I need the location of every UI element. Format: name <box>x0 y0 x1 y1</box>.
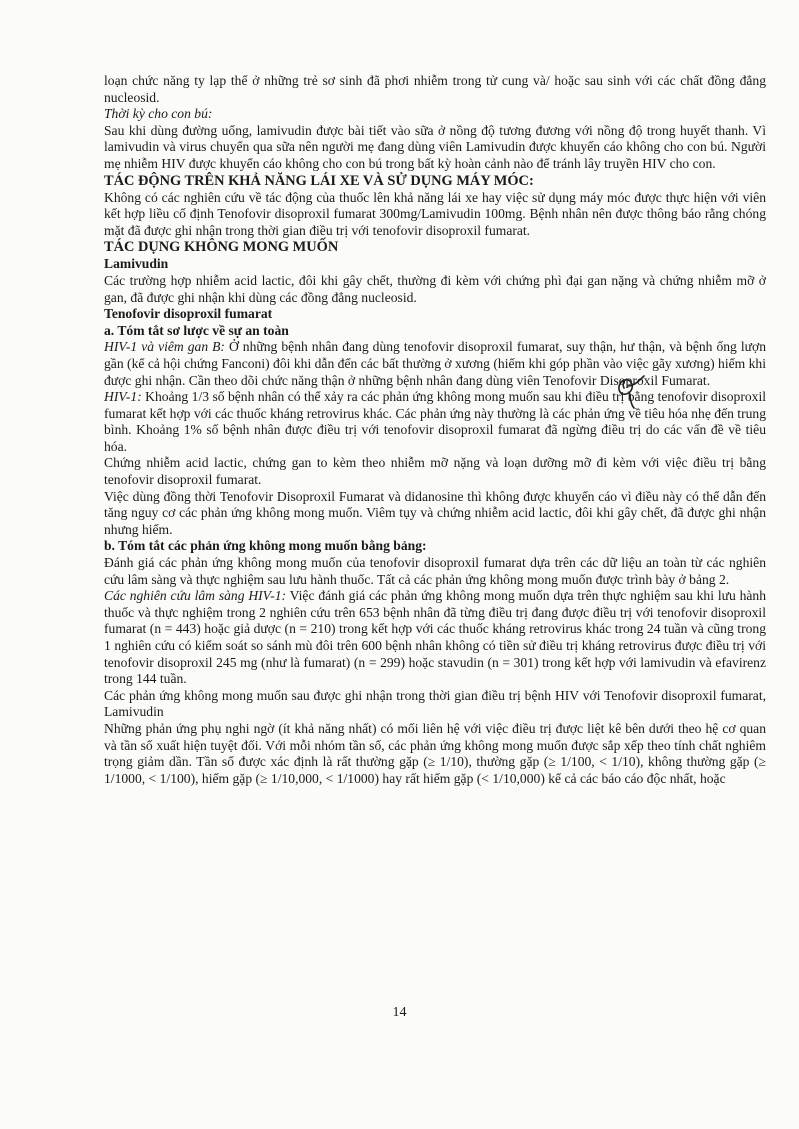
para-12: Chứng nhiễm acid lactic, chứng gan to kèm theo nhiễm mỡ nặng và loạn dưỡng mỡ đi kèm với việc điều trị bằng tenofovir disoproxil fumarat. <box>104 455 766 488</box>
inline-label-hiv-hepb: HIV-1 và viêm gan B: <box>104 339 225 355</box>
page-number: 14 <box>392 1005 407 1020</box>
para-11-text: Khoảng 1/3 số bệnh nhân có thể xảy ra các phản ứng không mong muốn sau khi điều trị bằng tenofovir disoproxil fumarat kết hợp với các thuốc kháng retrovirus khác. Các phản ứng này thường là các phản ứng về tiêu hóa nhẹ đến trung bình. Khoảng 1% số bệnh nhân được điều trị với tenofovir disoproxil fumarat đã ngừng điều trị do các vấn đề về tiêu hóa. <box>104 389 766 454</box>
subheading-lamivudin: Lamivudin <box>104 256 169 272</box>
para-4: Không có các nghiên cứu về tác động của thuốc lên khả năng lái xe hay việc sử dụng máy móc được thực hiện với viên kết hợp liều cố định Tenofovir disoproxil fumarat 300mg/Lamivudin 100mg. Bệnh nhân nên được thông báo rằng chóng mặt đã được ghi nhận trong thời gian điều trị với tenofovir disoproxil fumarat. <box>104 189 766 238</box>
para-2: Sau khi dùng đường uống, lamivudin được bài tiết vào sữa ở nồng độ tương đương với nồng độ trong huyết thanh. Vì lamivudin và virus chuyển qua sữa nên người mẹ đang dùng viên Lamivudin được khuyến cáo không cho con bú. Người mẹ nhiễm HIV được khuyến cáo không cho con bú trong bất kỳ hoàn cảnh nào để tránh lây truyền HIV cho con. <box>104 122 766 171</box>
subheading-table-summary: b. Tóm tắt các phản ứng không mong muốn bằng bảng: <box>104 538 427 554</box>
inline-label-clinical-studies: Các nghiên cứu lâm sàng HIV-1: <box>104 588 287 604</box>
subheading-safety-summary: a. Tóm tắt sơ lược về sự an toàn <box>104 322 289 338</box>
para-18: Những phản ứng phụ nghi ngờ (ít khả năng nhất) có mối liên hệ với việc điều trị được liệt kê bên dưới theo hệ cơ quan và tần số xuất hiện tuyệt đối. Với mỗi nhóm tần số, các phản ứng không mong muốn được sắp xếp theo tính chất nghiêm trọng giảm dần. Tần số được xác định là rất thường gặp (≥ 1/10), thường gặp (≥ 1/100, < 1/10), không thường gặp (≥ 1/1000, < 1/100), hiếm gặp (≥ 1/10,000, < 1/1000) hay rất hiếm gặp (< 1/10,000) kể cả các báo cáo độc nhất, hoặc <box>104 720 766 786</box>
para-16 <box>104 588 766 688</box>
inline-label-hiv1: HIV-1: <box>104 389 142 405</box>
para-0: loạn chức năng ty lạp thể ở những trẻ sơ sinh đã phơi nhiễm trong tử cung và/ hoặc sau sinh với các chất đồng đẳng nucleosid. <box>104 73 766 105</box>
para-10 <box>104 339 766 389</box>
heading-adverse-effects: TÁC DỤNG KHÔNG MONG MUỐN <box>104 239 339 256</box>
para-13: Việc dùng đồng thời Tenofovir Disoproxil Fumarat và didanosine thì không được khuyến cáo vì điều này có thể dẫn đến tăng nguy cơ các phản ứng không mong muốn. Viêm tụy và chứng nhiễm acid lactic, đôi khi gây chết, đã được ghi nhận nhưng hiếm. <box>104 488 766 537</box>
para-17: Các phản ứng không mong muốn sau được ghi nhận trong thời gian điều trị bệnh HIV với Tenofovir disoproxil fumarat, Lamivudin <box>104 687 766 720</box>
subheading-tenofovir: Tenofovir disoproxil fumarat <box>104 306 273 322</box>
para-15: Đánh giá các phản ứng không mong muốn của tenofovir disoproxil fumarat dựa trên các dữ liệu an toàn từ các nghiên cứu lâm sàng và thực nghiệm sau lưu hành thuốc. Tất cả các phản ứng không mong muốn được trình bày ở bảng 2. <box>104 555 766 587</box>
para-11 <box>104 389 766 455</box>
para-16-text: Việc đánh giá các phản ứng không mong muốn dựa trên thực nghiệm sau khi lưu hành thuốc và thực nghiệm trong 2 nghiên cứu trên 653 bệnh nhân đã từng điều trị đang được điều trị với tenofovir disoproxil fumarat (n = 443) hoặc giả dược (n = 210) trong kết hợp với các thuốc kháng retrovirus khác trong 24 tuần và cũng trong 1 nghiên cứu có kiểm soát so sánh mù đôi trên 600 bệnh nhân không có tiền sử điều trị kháng retrovirus được điều trị với tenofovir disoproxil 245 mg (như là fumarat) (n = 299) hoặc stavudin (n = 301) trong kết hợp với lamivudin và efavirenz trong 144 tuần. <box>104 588 767 687</box>
subheading-lactation: Thời kỳ cho con bú: <box>104 106 213 122</box>
document-body <box>104 73 766 787</box>
handwritten-signature <box>610 372 650 410</box>
para-10-text: Ở những bệnh nhân đang dùng tenofovir disoproxil fumarat, suy thận, hư thận, và bệnh ống lượn gần (kể cả hội chứng Fanconi) đôi khi dẫn đến các bất thường ở xương (hiếm khi góp phần vào việc gãy xương) hiếm khi được ghi nhận. Cần theo dõi chức năng thận ở những bệnh nhân đang dùng viên Tenofovir Disoproxil Fumarat. <box>104 339 766 388</box>
heading-driving: TÁC ĐỘNG TRÊN KHẢ NĂNG LÁI XE VÀ SỬ DỤNG MÁY MÓC: <box>104 172 534 189</box>
para-7: Các trường hợp nhiễm acid lactic, đôi khi gây chết, thường đi kèm với chứng phì đại gan nặng và chứng nhiễm mỡ ở gan, đã được ghi nhận khi dùng các đồng đẳng nucleosid. <box>104 272 766 305</box>
